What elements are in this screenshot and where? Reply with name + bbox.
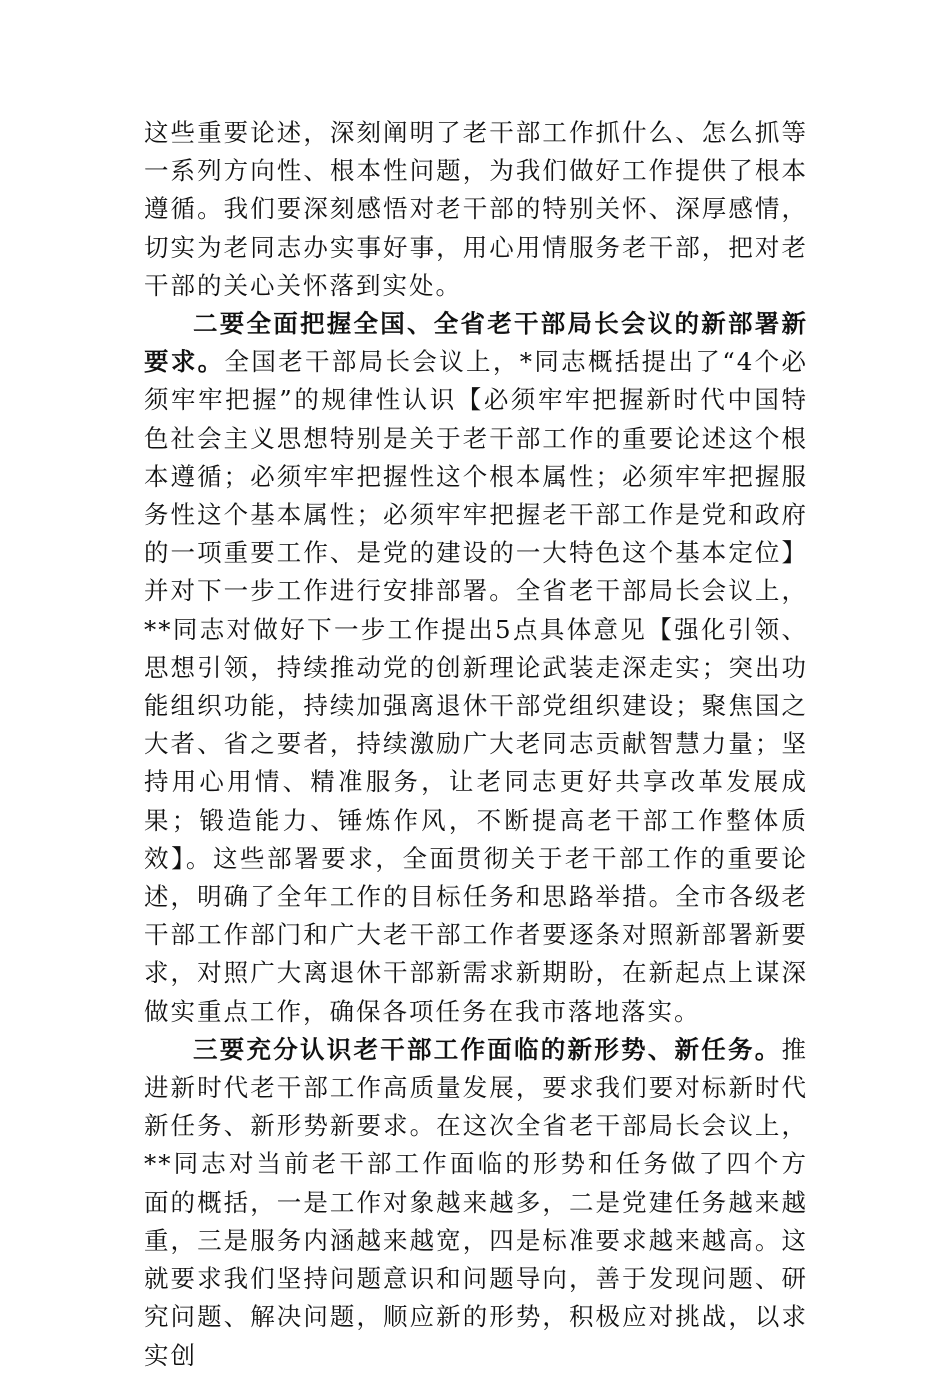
paragraph-3 [144, 1031, 808, 1375]
paragraph-1 [144, 114, 808, 305]
paragraph-2-heading: 二要全面把握全国、全省老干部局长会议的新部署新要求。 [144, 309, 808, 377]
paragraph-1-text: 这些重要论述，深刻阐明了老干部工作抓什么、怎么抓等一系列方向性、根本性问题，为我们做好工作提供了根本遵循。我们要深刻感悟对老干部的特别关怀、深厚感情，切实为老同志办实事好事，用心用情服务老干部，把对老干部的关心关怀落到实处。 [144, 118, 808, 300]
paragraph-3-text: 推进新时代老干部工作高质量发展，要求我们要对标新时代新任务、新形势新要求。在这次全省老干部局长会议上，**同志对当前老干部工作面临的形势和任务做了四个方面的概括，一是工作对象越来越多，二是党建任务越来越重，三是服务内涵越来越宽，四是标准要求越来越高。这就要求我们坚持问题意识和问题导向，善于发现问题、研究问题、解决问题，顺应新的形势，积极应对挑战，以求实创 [144, 1034, 808, 1370]
document-body [144, 114, 808, 1375]
paragraph-3-heading: 三要充分认识老干部工作面临的新形势、新任务。 [193, 1034, 782, 1064]
paragraph-2 [144, 305, 808, 1031]
paragraph-2-text: 全国老干部局长会议上，*同志概括提出了“4个必须牢牢把握”的规律性认识【必须牢牢把握新时代中国特色社会主义思想特别是关于老干部工作的重要论述这个根本遵循；必须牢牢把握性这个根本属性；必须牢牢把握服务性这个基本属性；必须牢牢把握老干部工作是党和政府的一项重要工作、是党的建设的一大特色这个基本定位】并对下一步工作进行安排部署。全省老干部局长会议上，**同志对做好下一步工作提出5点具体意见【强化引领、思想引领，持续推动党的创新理论武装走深走实；突出功能组织功能，持续加强离退休干部党组织建设；聚焦国之大者、省之要者，持续激励广大老同志贡献智慧力量；坚持用心用情、精准服务，让老同志更好共享改革发展成果；锻造能力、锤炼作风，不断提高老干部工作整体质效】。这些部署要求，全面贯彻关于老干部工作的重要论述，明确了全年工作的目标任务和思路举措。全市各级老干部工作部门和广大老干部工作者要逐条对照新部署新要求，对照广大离退休干部新需求新期盼，在新起点上谋深做实重点工作，确保各项任务在我市落地落实。 [144, 347, 808, 1026]
